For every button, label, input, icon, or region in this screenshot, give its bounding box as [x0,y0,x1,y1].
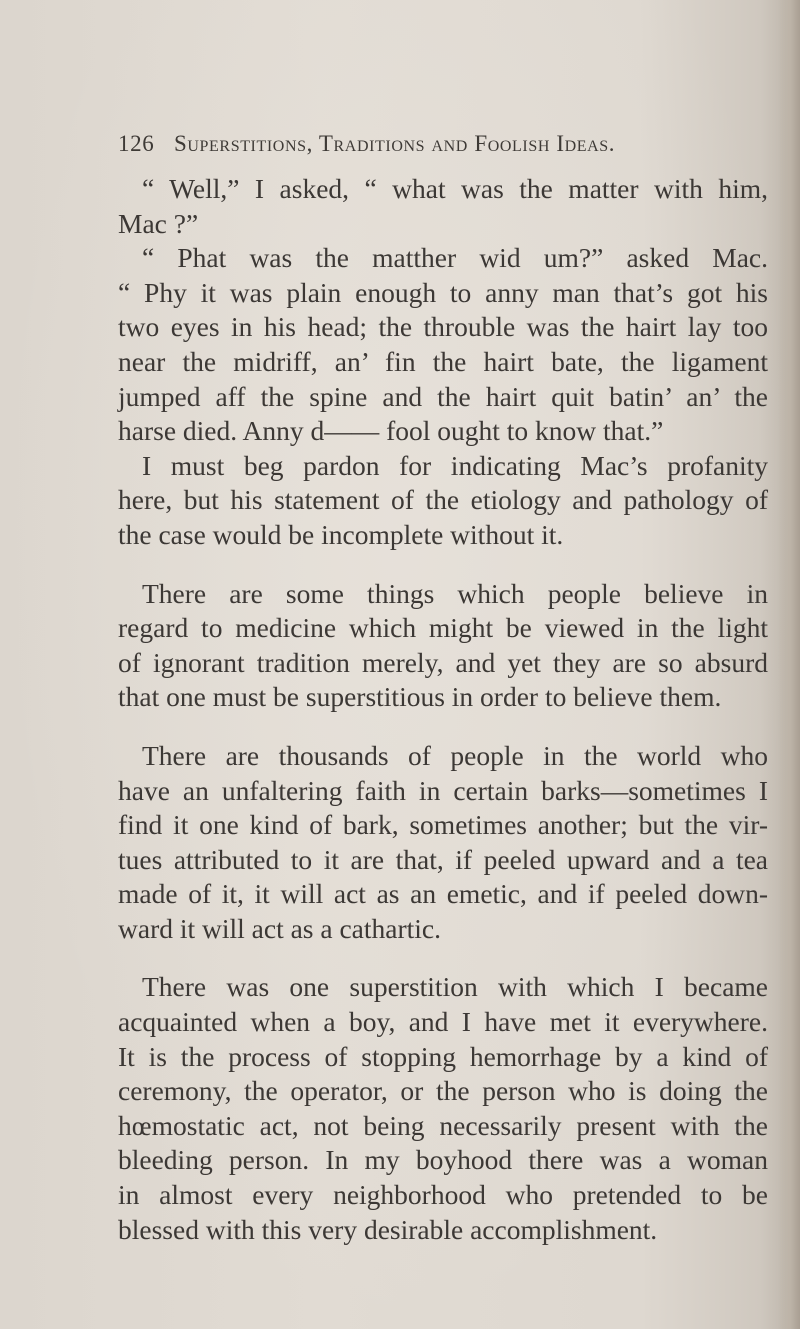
text-line: have an unfaltering faith in certain barks—sometimes I [118,774,768,806]
text-line: here, but his statement of the etiology and pathology of [118,484,768,516]
text-line: near the midriff, an’ fin the hairt bate, the ligament [118,345,768,377]
body-text [118,172,768,1247]
paragraph [118,970,768,1247]
text-line: There are some things which people believe in [142,577,768,609]
text-line: tues attributed to it are that, if peeled upward and a tea [118,843,768,875]
page-edge-shadow [778,0,800,1329]
text-line: made of it, it will act as an emetic, and if peeled down- [118,878,768,910]
paragraph [118,577,768,715]
text-line: “ Well,” I asked, “ what was the matter with him, [142,173,768,204]
running-title: Superstitions, Traditions and Foolish Ideas. [174,131,616,156]
text-line: There was one superstition with which I became [142,971,768,1003]
text-line: It is the process of stopping hemorrhage by a kind of [118,1040,768,1072]
text-line: harse died. Anny d—— fool ought to know that.” [118,415,664,447]
text-line: “ Phat was the matther wid um?” asked Mac. [142,242,768,274]
text-line: “ Phy it was plain enough to anny man that’s got his [118,276,768,308]
text-line: of ignorant tradition merely, and yet they are so absurd [118,646,768,678]
text-line: in almost every neighborhood who pretended to be [118,1179,768,1211]
text-line: two eyes in his head; the throuble was the hairt lay too [118,311,768,343]
paragraph [118,449,768,553]
text-line: I must beg pardon for indicating Mac’s profanity [142,449,768,481]
text-line: regard to medicine which might be viewed in the light [118,612,768,644]
page-number: 126 [118,131,155,156]
text-line: find it one kind of bark, sometimes another; but the vir- [118,809,768,841]
running-header [118,131,758,161]
text-line: There are thousands of people in the world who [142,739,768,771]
text-line: the case would be incomplete without it. [118,518,564,550]
paragraph [118,739,768,947]
text-line: ceremony, the operator, or the person who is doing the [118,1075,768,1107]
text-line: acquainted when a boy, and I have met it everywhere. [118,1006,768,1038]
paragraph [118,172,768,241]
text-line: Mac ?” [118,207,199,239]
text-line: blessed with this very desirable accomplishment. [118,1213,658,1245]
text-line: that one must be superstitious in order to believe them. [118,681,722,713]
text-line: bleeding person. In my boyhood there was a woman [118,1144,768,1176]
text-line: ward it will act as a cathartic. [118,912,441,944]
text-line: jumped aff the spine and the hairt quit batin’ an’ the [118,380,768,412]
paragraph [118,241,768,449]
text-line: hœmostatic act, not being necessarily present with the [118,1109,768,1141]
